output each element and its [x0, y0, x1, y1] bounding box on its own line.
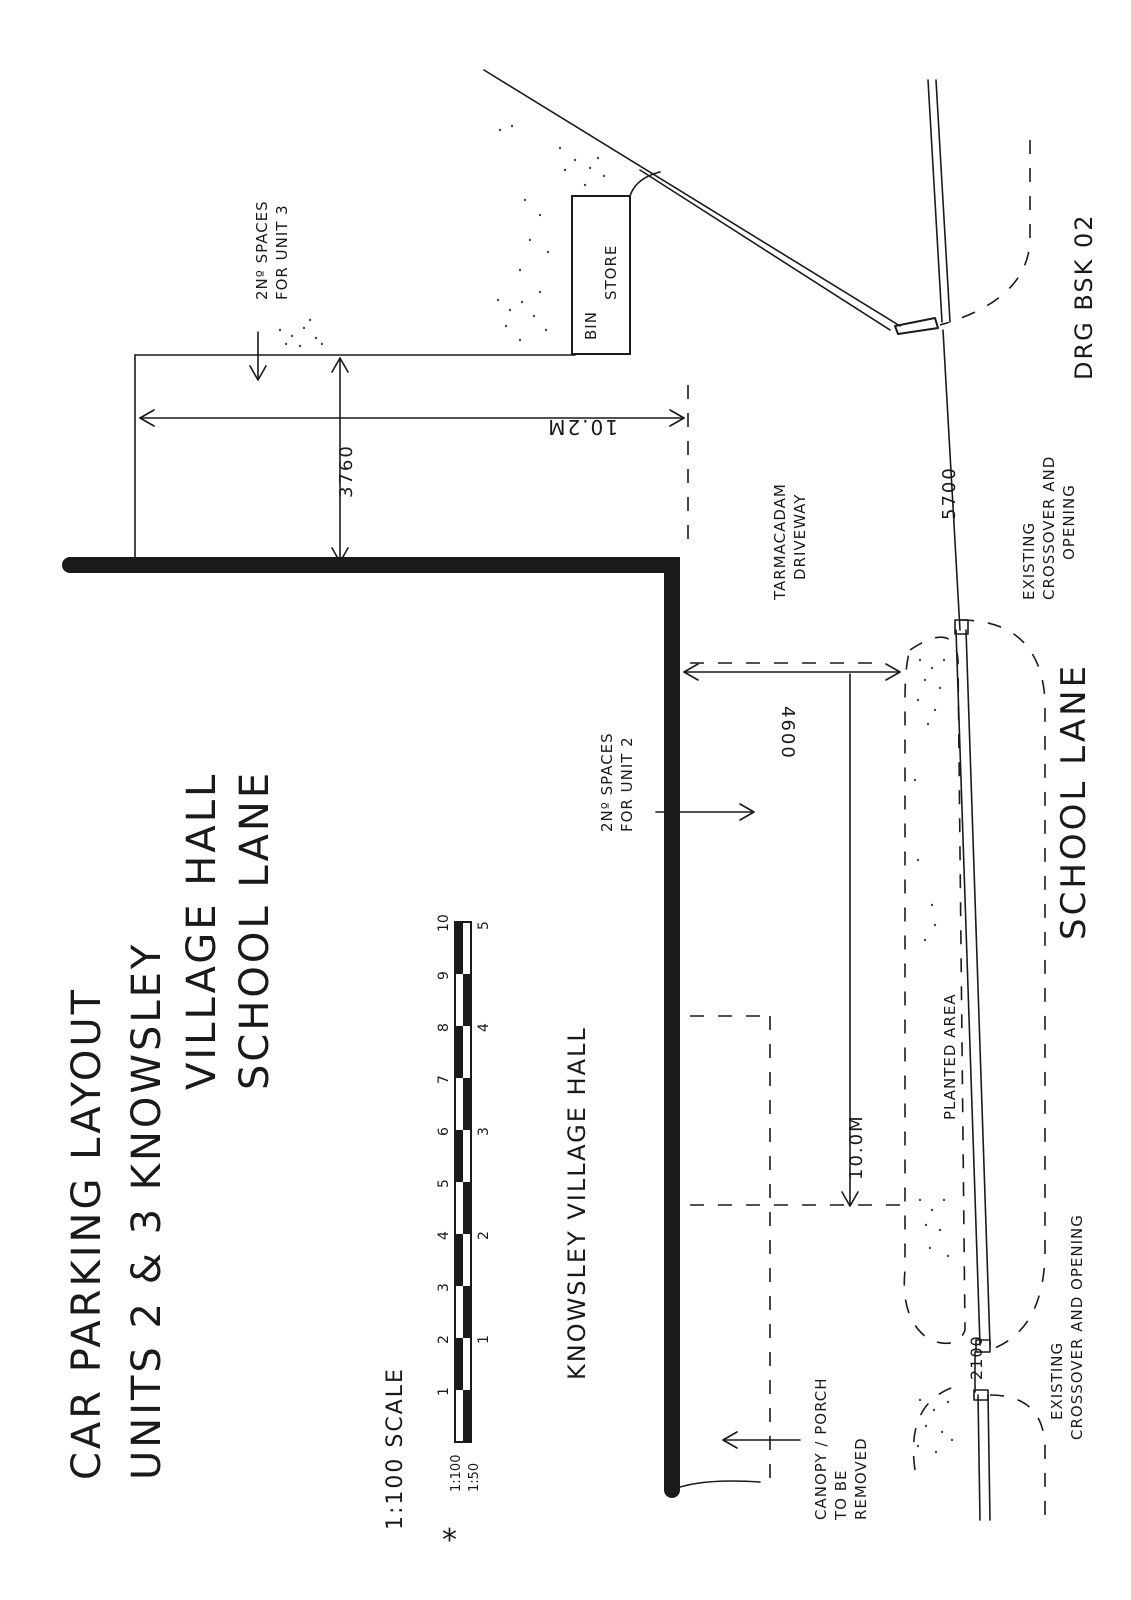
dimension-10-2m: 10.2M: [546, 415, 618, 439]
shrub-dot: [299, 345, 301, 347]
planted-dot: [934, 924, 936, 926]
scale-tick-1-100: 2: [436, 1335, 452, 1344]
shrub-dots: [279, 125, 605, 347]
scale-tick-1-100: 4: [436, 1231, 452, 1240]
shrub-dot: [509, 309, 511, 311]
kerb-line: [988, 1395, 990, 1520]
shrub-dot: [285, 343, 287, 345]
planted-dot: [917, 859, 919, 861]
unit2-parking-bay: [598, 663, 900, 1480]
planted-dot: [933, 1409, 935, 1411]
shrub-dot: [584, 184, 586, 186]
building-corner-curve: [672, 1481, 760, 1490]
planted-dot: [935, 1451, 937, 1453]
scale-segment: [455, 922, 463, 974]
planted-dot: [919, 1399, 921, 1401]
canopy-area: [723, 1335, 986, 1521]
crossover-top-label-2: CROSSOVER AND: [1040, 455, 1058, 600]
shrub-dot: [521, 301, 523, 303]
title-line-2: UNITS 2 & 3 KNOWSLEY: [124, 941, 170, 1480]
title-line-3: VILLAGE HALL: [179, 771, 225, 1090]
kerb-line: [978, 1395, 980, 1520]
scale-tick-1-50: 2: [476, 1231, 492, 1240]
planted-dot: [927, 723, 929, 725]
planted-dot: [931, 1209, 933, 1211]
scale-ratio-1-50: 1:50: [467, 1462, 482, 1492]
planted-dot: [939, 687, 941, 689]
scale-segment: [463, 1078, 471, 1130]
shrub-dot: [539, 291, 541, 293]
shrub-dot: [574, 159, 576, 161]
planted-dot: [939, 1229, 941, 1231]
planted-dot: [917, 699, 919, 701]
diagonal-boundary-line: [484, 70, 900, 326]
shrub-dot: [279, 329, 281, 331]
lower-planted-outline: [913, 1385, 960, 1470]
planted-dot: [951, 1439, 953, 1441]
shrub-dot: [589, 167, 591, 169]
canopy-label-1: CANOPY / PORCH: [812, 1377, 830, 1520]
kerb-line: [936, 80, 950, 322]
planted-dot: [931, 904, 933, 906]
crossover-bottom: [990, 1395, 1045, 1520]
scale-tick-1-100: 5: [436, 1179, 452, 1188]
scale-bar: [383, 914, 492, 1558]
planted-dot: [934, 709, 936, 711]
bin-store-label-1: BIN: [582, 311, 600, 340]
scale-tick-1-100: 10: [436, 914, 452, 932]
shrub-dot: [291, 335, 293, 337]
scale-segment: [463, 1286, 471, 1338]
unit3-spaces-line-1: 2Nº SPACES: [253, 200, 271, 300]
planted-dot: [919, 1199, 921, 1201]
scale-tick-1-100: 8: [436, 1023, 452, 1032]
scale-tick-1-100: 1: [436, 1387, 452, 1396]
shrub-dot: [597, 157, 599, 159]
scale-segment: [463, 1390, 471, 1442]
shrub-dot: [303, 327, 305, 329]
scale-bar-segments: [455, 922, 471, 1442]
crossover-mid: [960, 620, 1045, 1350]
scale-tick-1-50: 1: [476, 1335, 492, 1344]
shrub-dot: [539, 214, 541, 216]
scale-segment: [463, 1182, 471, 1234]
crossover-bottom-label-1: EXISTING: [1048, 1341, 1066, 1420]
shrub-dot: [519, 339, 521, 341]
crossover-top-label-3: OPENING: [1060, 484, 1078, 560]
planted-dot: [925, 1224, 927, 1226]
title-line-4: SCHOOL LANE: [232, 769, 278, 1090]
asterisk-mark: *: [442, 1523, 457, 1558]
driveway-label-2: DRIVEWAY: [791, 493, 809, 580]
planted-dot: [924, 939, 926, 941]
shrub-dot: [511, 125, 513, 127]
shrub-dot: [564, 169, 566, 171]
scale-tick-1-50: 5: [476, 921, 492, 930]
planted-dot: [943, 659, 945, 661]
building-outline: [70, 565, 760, 1490]
scale-ratio-1-100: 1:100: [449, 1454, 464, 1492]
shrub-dot: [533, 315, 535, 317]
bin-store-label-2: STORE: [602, 244, 620, 300]
drawing-reference: DRG BSK 02: [1070, 213, 1098, 380]
scale-tick-1-100: 7: [436, 1075, 452, 1084]
scale-segment: [455, 1338, 463, 1390]
dimension-5700: 5700: [939, 466, 960, 520]
scale-tick-1-50: 3: [476, 1127, 492, 1136]
scale-tick-1-100: 6: [436, 1127, 452, 1136]
crossover-top: [940, 140, 1030, 325]
shrub-dot: [545, 329, 547, 331]
planted-dot: [925, 1425, 927, 1427]
scale-ticks-1-50: [476, 921, 492, 1344]
bin-store: [572, 196, 630, 354]
bin-store-area: [279, 125, 660, 354]
unit3-spaces-line-2: FOR UNIT 3: [273, 204, 291, 300]
kerb-line: [966, 630, 990, 1345]
title-line-1: CAR PARKING LAYOUT: [64, 986, 110, 1480]
dimension-2100: 2100: [967, 1335, 986, 1380]
planted-dot: [941, 1431, 943, 1433]
shrub-dot: [524, 199, 526, 201]
dimension-4600: 4600: [777, 706, 798, 760]
scale-segment: [463, 974, 471, 1026]
scale-segment: [455, 1026, 463, 1078]
unit2-spaces-line-2: FOR UNIT 2: [618, 736, 636, 832]
shrub-dot: [559, 147, 561, 149]
crossover-bottom-label-2: CROSSOVER AND OPENING: [1068, 1214, 1086, 1440]
kerb-line: [928, 80, 942, 322]
canopy-label-3: REMOVED: [852, 1437, 870, 1520]
scale-segment: [455, 1234, 463, 1286]
shrub-dot: [309, 319, 311, 321]
shrub-dot: [519, 269, 521, 271]
planted-area-outline: [904, 637, 965, 1343]
scale-segment: [455, 1130, 463, 1182]
site-boundary: [484, 70, 990, 1520]
planted-dot: [929, 1247, 931, 1249]
dimension-3760: 3760: [336, 444, 357, 498]
scale-ticks-1-100: [436, 914, 452, 1396]
planted-dot: [947, 1401, 949, 1403]
shrub-dot: [499, 129, 501, 131]
crossovers: [940, 140, 1098, 1520]
planted-dot: [947, 1255, 949, 1257]
planted-area-label: PLANTED AREA: [941, 993, 959, 1120]
building-label: KNOWSLEY VILLAGE HALL: [563, 1026, 591, 1380]
unit2-spaces-line-1: 2Nº SPACES: [598, 732, 616, 832]
shrub-dot: [529, 239, 531, 241]
title-block: [64, 770, 278, 1480]
planted-dot: [917, 1445, 919, 1447]
shrub-dot: [497, 299, 499, 301]
planted-dot: [924, 679, 926, 681]
shrub-dot: [505, 325, 507, 327]
boundary-post: [895, 318, 938, 334]
scale-tick-1-50: 4: [476, 1023, 492, 1032]
driveway: [771, 466, 960, 601]
scale-tick-1-100: 9: [436, 971, 452, 980]
shrub-dot: [603, 175, 605, 177]
planted-dot: [914, 779, 916, 781]
scale-tick-1-100: 3: [436, 1283, 452, 1292]
scale-label: 1:100 SCALE: [383, 1367, 408, 1530]
planted-dot: [943, 1199, 945, 1201]
driveway-label-1: TARMACADAM: [771, 483, 789, 600]
road-name: SCHOOL LANE: [1054, 662, 1094, 940]
shrub-dot: [547, 251, 549, 253]
planted-area: [904, 637, 965, 1470]
crossover-top-label-1: EXISTING: [1020, 521, 1038, 600]
shrub-dot: [315, 337, 317, 339]
diagonal-boundary-line: [640, 170, 890, 330]
kerb-end: [974, 1390, 988, 1400]
planted-dot: [919, 659, 921, 661]
canopy-label-2: TO BE: [832, 1469, 850, 1520]
planted-dot: [931, 667, 933, 669]
dimension-10-0m: 10.0M: [846, 1114, 867, 1180]
shrub-dot: [321, 343, 323, 345]
